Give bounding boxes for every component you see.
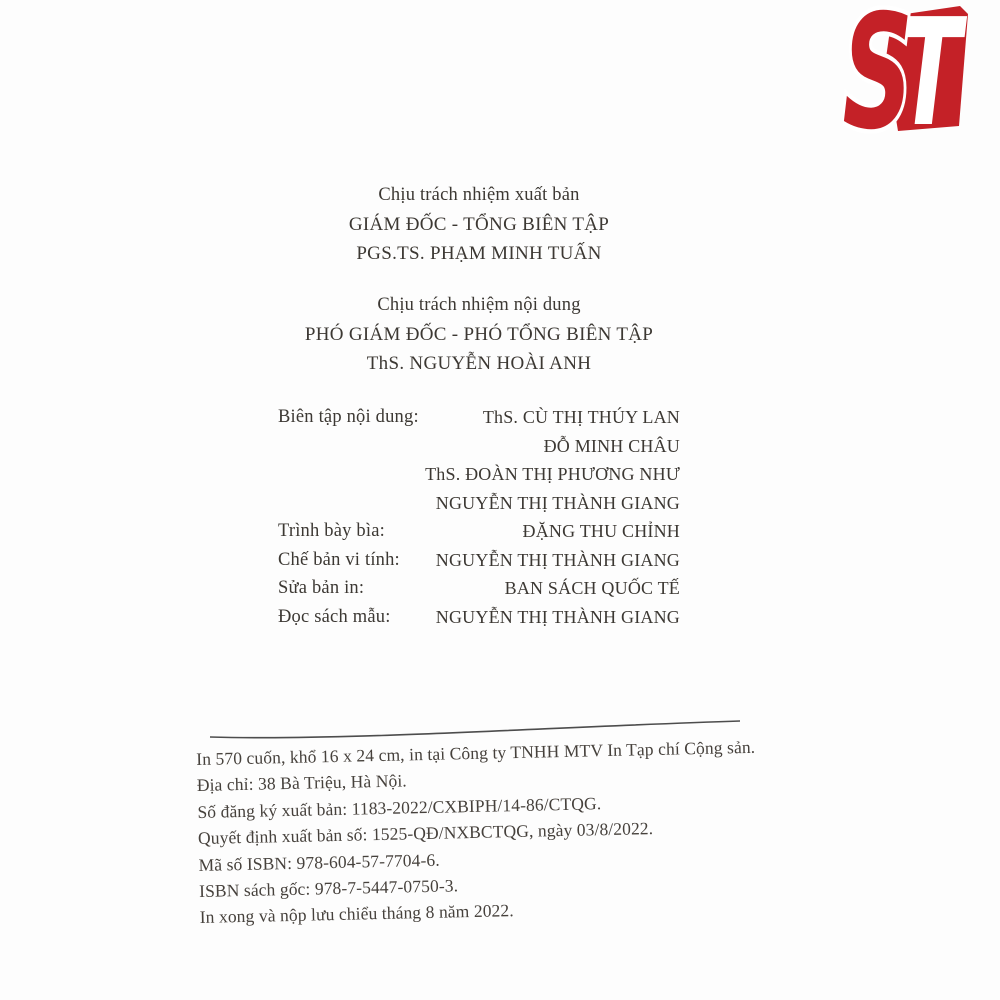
credit-row-typesetting: [278, 546, 680, 575]
imprint-publishing-decision: Quyết định xuất bản số: 1525-QĐ/NXBCTQG, ngày 03/8/2022.: [197, 818, 654, 849]
credit-name: NGUYỄN THỊ THÀNH GIANG: [435, 492, 680, 513]
imprint-original-isbn: ISBN sách gốc: 978-7-5447-0750-3.: [198, 875, 459, 901]
credit-name: NGUYỄN THỊ THÀNH GIANG: [435, 549, 680, 570]
credit-row-cover-design: [278, 517, 680, 546]
imprint-print-run: In 570 cuốn, khổ 16 x 24 cm, in tại Công ty TNHH MTV In Tạp chí Cộng sản.: [196, 736, 756, 769]
credit-name: ThS. ĐOÀN THỊ PHƯƠNG NHƯ: [425, 464, 680, 484]
credit-name: NGUYỄN THỊ THÀNH GIANG: [435, 606, 680, 627]
credits-section: [278, 403, 680, 631]
publishing-responsibility-name: PGS.TS. PHẠM MINH TUẤN: [356, 243, 602, 264]
imprint-isbn: Mã số ISBN: 978-604-57-7704-6.: [198, 849, 440, 875]
credit-label-sample-reading: Đọc sách mẫu:: [278, 606, 391, 627]
st-logo-letter-s: S: [843, 2, 913, 138]
credit-name: ĐẶNG THU CHỈNH: [522, 521, 680, 541]
content-responsibility-section: [248, 291, 710, 378]
credit-row-sample-reading: [278, 603, 680, 632]
st-publisher-logo: [843, 2, 999, 138]
credit-name: ĐỖ MINH CHÂU: [543, 435, 680, 456]
imprint-section: [196, 733, 780, 930]
content-responsibility-name: ThS. NGUYỄN HOÀI ANH: [366, 353, 592, 374]
credit-name: BAN SÁCH QUỐC TẾ: [504, 578, 680, 598]
credit-label-print-proofing: Sửa bản in:: [278, 578, 365, 598]
credit-name: ThS. CÙ THỊ THÚY LAN: [482, 407, 680, 427]
content-responsibility-heading: Chịu trách nhiệm nội dung: [377, 295, 581, 315]
imprint-registration-number: Số đăng ký xuất bản: 1183-2022/CXBIPH/14-86/CTQG.: [197, 792, 602, 822]
credit-row-print-proofing: [278, 574, 680, 603]
credit-row-editing: [278, 403, 680, 517]
publishing-responsibility-section: [248, 181, 710, 268]
st-logo-letter-t: T: [898, 2, 962, 138]
st-logo-graphic: [843, 2, 999, 138]
publishing-responsibility-heading: Chịu trách nhiệm xuất bản: [378, 185, 580, 205]
credit-label-editing: Biên tập nội dung:: [278, 407, 419, 427]
credit-label-typesetting: Chế bản vi tính:: [278, 549, 400, 570]
publishing-responsibility-title: GIÁM ĐỐC - TỔNG BIÊN TẬP: [348, 214, 610, 235]
imprint-deposit-date: In xong và nộp lưu chiểu tháng 8 năm 2022.: [199, 900, 514, 928]
content-responsibility-title: PHÓ GIÁM ĐỐC - PHÓ TỔNG BIÊN TẬP: [304, 324, 654, 345]
credit-label-cover-design: Trình bày bìa:: [278, 521, 385, 541]
imprint-address: Địa chỉ: 38 Bà Triệu, Hà Nội.: [196, 770, 408, 796]
